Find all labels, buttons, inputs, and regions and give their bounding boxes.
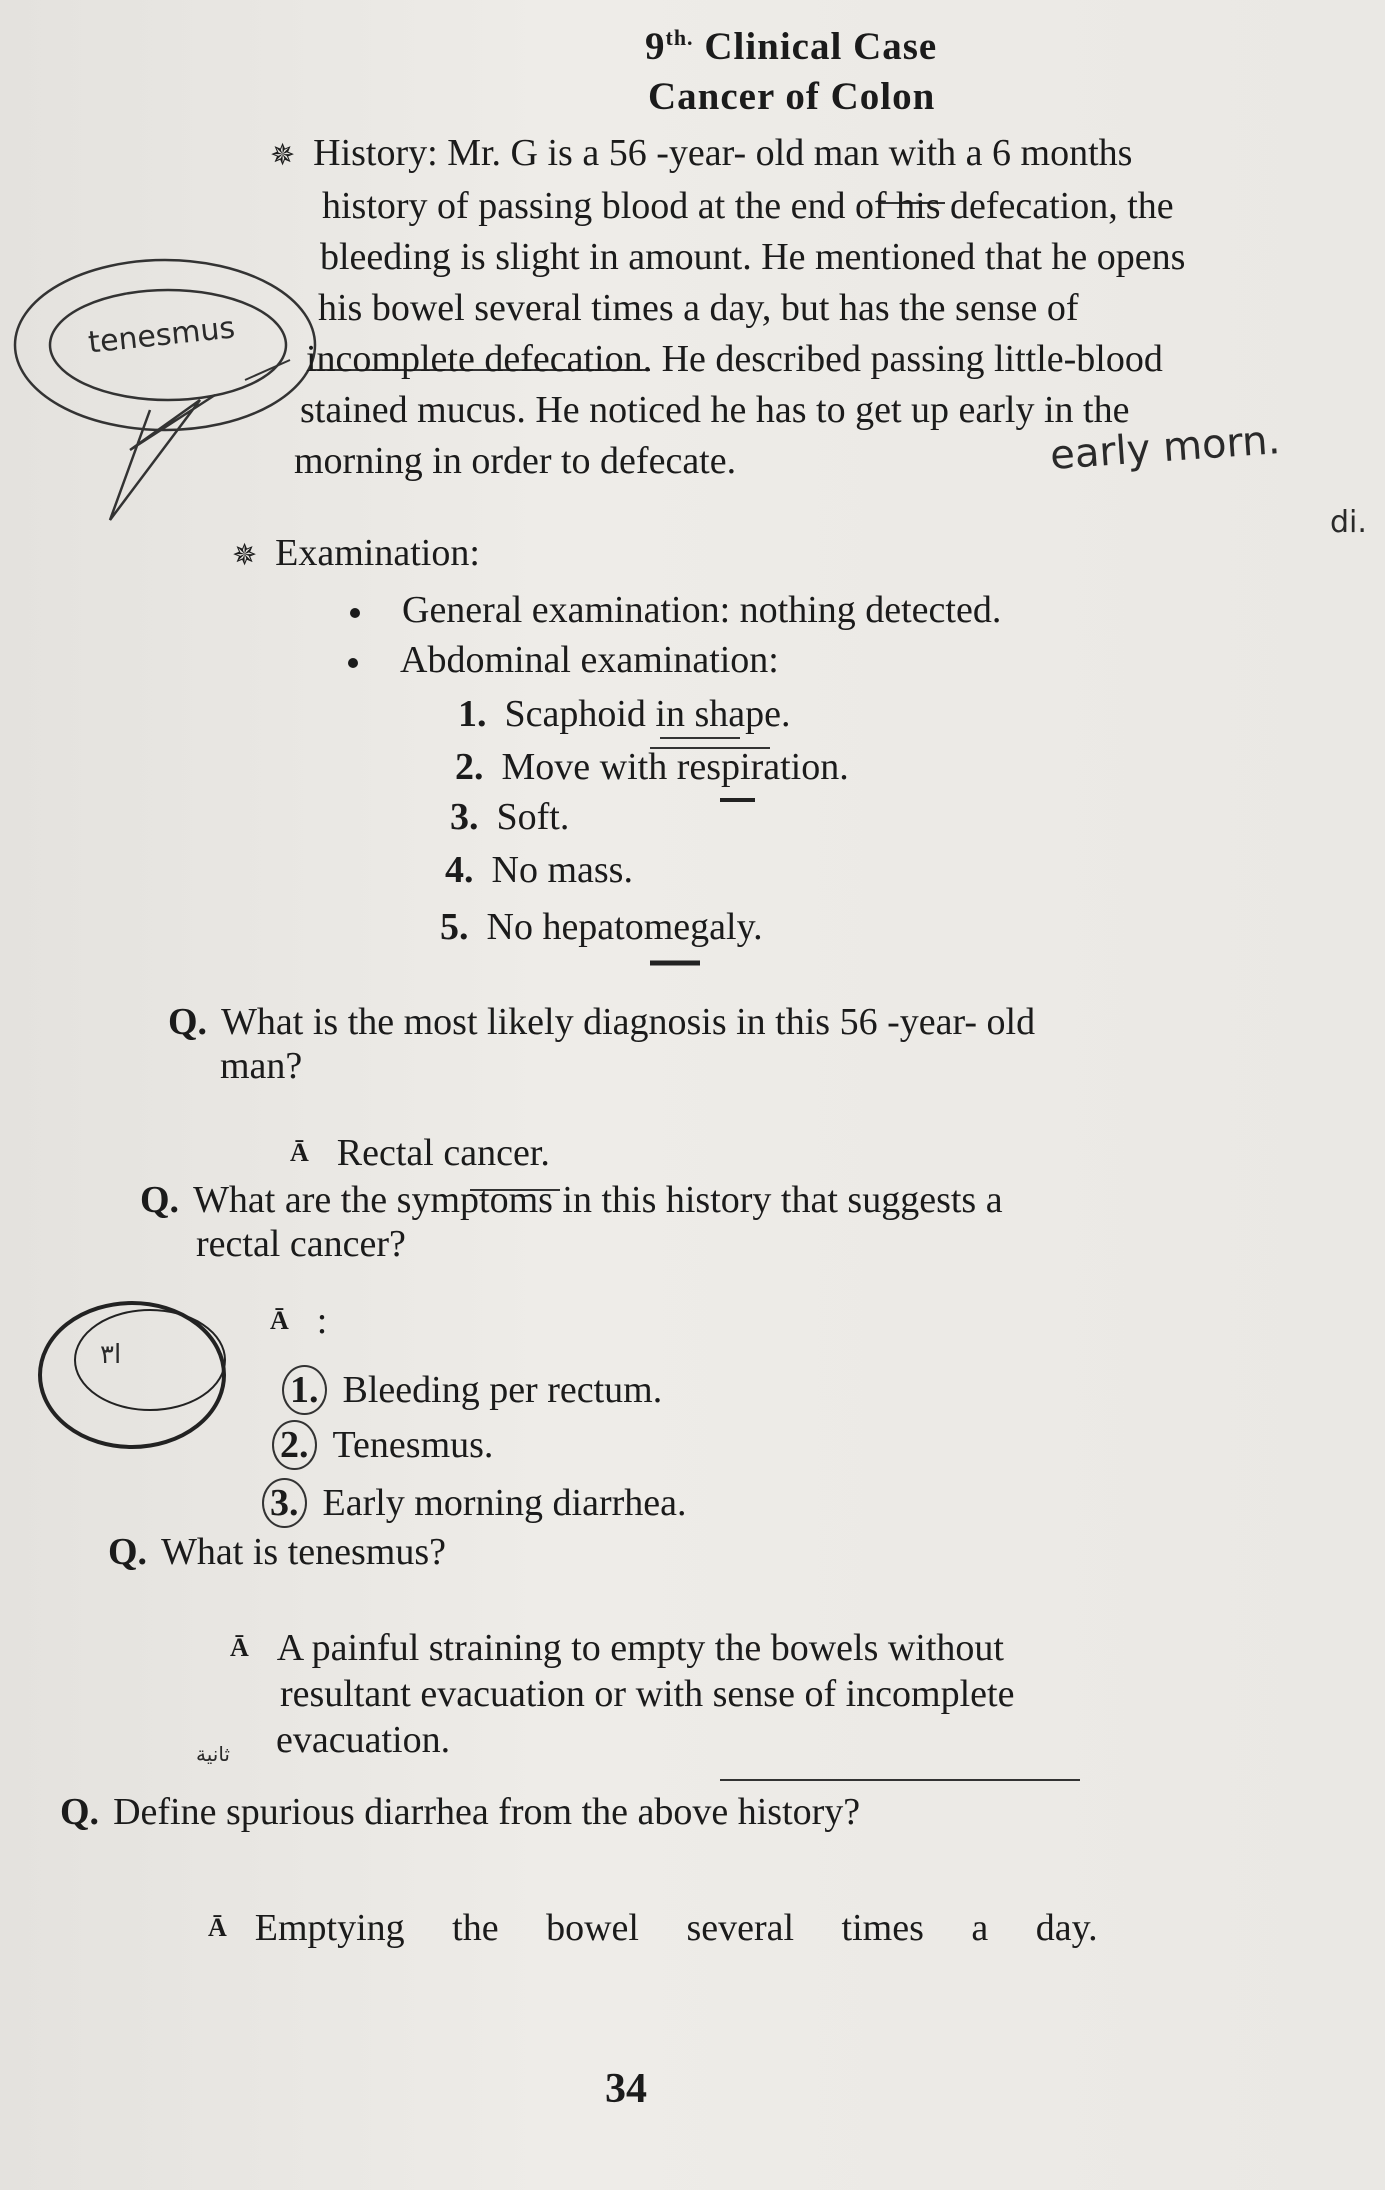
- question-2: Q. What are the symptoms in this history that suggests a rectal cancer?: [140, 1179, 1003, 1265]
- abdominal-exam-item: Abdominal examination:: [348, 638, 779, 682]
- case-title: Cancer of Colon: [648, 75, 936, 118]
- case-number: 9: [645, 25, 666, 68]
- answer-1: Ā Rectal cancer.: [290, 1132, 550, 1174]
- finding-5: 5. No hepatomegaly.: [440, 906, 763, 948]
- history-line-4: his bowel several times a day, but has the sense of: [318, 287, 1079, 329]
- page-number: 34: [605, 2066, 647, 2112]
- answer-2-item-1: 1. Bleeding per rectum.: [282, 1365, 662, 1415]
- answer-3: Ā A painful straining to empty the bowels without resultant evacuation or with sense of incomplete evacuation.: [230, 1627, 1015, 1761]
- examination-heading: ✵ Examination:: [232, 532, 480, 574]
- history-line-3: bleeding is slight in amount. He mentioned that he opens: [320, 236, 1186, 278]
- answer-2-header: Ā :: [270, 1300, 328, 1342]
- case-number-heading: [645, 24, 937, 69]
- answer-2-item-2: 2. Tenesmus.: [272, 1420, 493, 1470]
- handwritten-side-note: di.: [1330, 505, 1367, 540]
- finding-2: 2. Move with respiration.: [455, 746, 849, 788]
- answer-circle-inner: [75, 1310, 225, 1410]
- answer-mark-icon: Ā: [208, 1913, 227, 1942]
- bullet-icon: [348, 658, 358, 668]
- history-line-5: incomplete defecation. He described passing little-blood: [306, 338, 1163, 380]
- handwritten-tenesmus-note: tenesmus: [86, 310, 237, 361]
- case-label: Clinical Case: [704, 25, 938, 68]
- case-suffix: th.: [665, 25, 694, 50]
- answer-mark-icon: Ā: [290, 1138, 309, 1167]
- question-3: Q. What is tenesmus?: [108, 1531, 446, 1573]
- answer-mark-icon: Ā: [270, 1306, 289, 1335]
- handwritten-early-morning-note: early morn.: [1048, 417, 1282, 479]
- answer-4: Ā Emptying the bowel several times a day.: [208, 1907, 1098, 1949]
- answer-circle-outer: [40, 1303, 224, 1447]
- history-line-7: morning in order to defecate.: [294, 440, 737, 482]
- question-4: Q. Define spurious diarrhea from the above history?: [60, 1791, 861, 1833]
- scribble-mark: [110, 395, 215, 520]
- answer-2-item-3: 3. Early morning diarrhea.: [262, 1478, 687, 1528]
- answer-mark-icon: Ā: [230, 1633, 249, 1662]
- history-line-2: history of passing blood at the end of his defecation, the: [322, 185, 1174, 227]
- finding-4: 4. No mass.: [445, 849, 633, 891]
- handwritten-margin-note: ثانية: [196, 1742, 230, 1766]
- bullet-icon: [350, 608, 360, 618]
- history-line-6: stained mucus. He noticed he has to get up early in the: [300, 389, 1130, 431]
- question-1: Q. What is the most likely diagnosis in this 56 -year- old man?: [168, 1001, 1036, 1087]
- general-exam-item: General examination: nothing detected.: [350, 588, 1001, 632]
- finding-1: 1. Scaphoid in shape.: [458, 693, 791, 735]
- examination-star-icon: ✵: [232, 539, 258, 572]
- finding-3: 3. Soft.: [450, 796, 570, 838]
- history-star-icon: ✵: [270, 139, 296, 172]
- handwritten-circle-note: ا۳: [100, 1340, 122, 1370]
- history-line-1: ✵ History: Mr. G is a 56 -year- old man with a 6 months: [270, 132, 1133, 174]
